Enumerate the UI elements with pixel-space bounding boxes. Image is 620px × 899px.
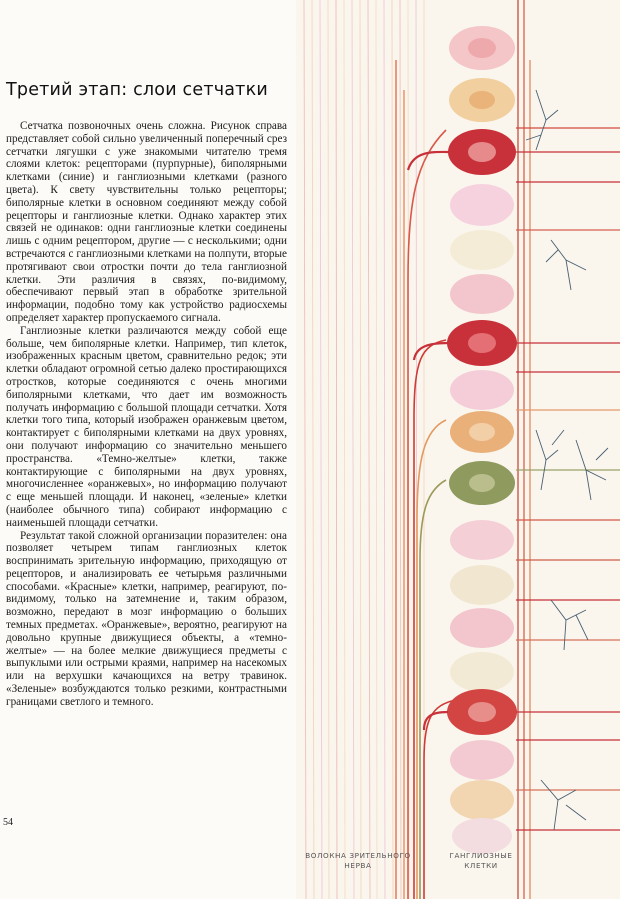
label-optic-nerve-fibers	[296, 851, 420, 871]
label-line: НЕРВА	[344, 861, 372, 870]
article-column	[0, 0, 296, 899]
paragraph: Ганглиозные клетки различаются между собой еще больше, чем биполярные клетки. Например, тип клеток, изображенных красным цветом, сравнительно редок; эти клетки обладают огромной сетью далеко простирающихся отростков, которые соединяются с очень многими биполярными клетками, что дает им возможность получать информацию с большой площади сетчатки. Хотя клетки того типа, который изображен оранжевым цветом, контактирует с биполярными клетками на двух уровнях, они получают информацию со значительно меньшего пространства. «Темно-желтые» клетки, также контактирующие с биполярными на двух уровнях, многочисленнее «оранжевых», но информацию получают с еще меньшей площади. И наконец, «зеленые» клетки (наиболее обычного типа) собирают информацию с наименьшей площади сетчатки.	[6, 324, 287, 529]
ganglion-cells-column	[447, 26, 517, 854]
dendrite-lines	[516, 0, 620, 899]
paragraph: Сетчатка позвоночных очень сложна. Рисунок справа представляет собой сильно увеличенный поперечный срез сетчатки лягушки с уже знакомыми читателю тремя слоями клеток: рецепторами (пурпурные), биполярными клетками (синие) и ганглиозными клетками (разного цвета). К свету чувствительны только рецепторы; биполярные клетки в основном соединяют между собой рецепторы и ганглиозные клетки. Однако характер этих связей не одинаков: одни ганглиозные клетки соединены лишь с одним рецептором, другие — с несколькими; одни встречаются с ганглиозными клетками на полпути, вторые протягивают свои отростки почти до тела ганглиозной клетки. Эти различия в связях, по-видимому, обеспечивают первый этап в обработке зрительной информации, подобно тому как устройство радиосхемы определяет характер пропускаемого сигнала.	[6, 120, 287, 324]
label-ganglion-cells	[441, 851, 521, 871]
label-line: ГАНГЛИОЗНЫЕ	[449, 851, 513, 860]
label-line: КЛЕТКИ	[464, 861, 498, 870]
label-line: ВОЛОКНА ЗРИТЕЛЬНОГО	[305, 851, 411, 860]
retina-illustration	[296, 0, 620, 899]
bipolar-branches	[526, 90, 608, 830]
retina-drawing	[296, 0, 620, 899]
article-body	[6, 120, 287, 709]
page-number: 54	[3, 817, 13, 828]
thin-nerve-fibers	[304, 0, 424, 899]
section-heading: Третий этап: слои сетчатки	[6, 80, 268, 100]
paragraph: Результат такой сложной организации поразителен: она позволяет четырем типам ганглиозных клеток воспринимать зрительную информацию, приходящую от рецепторов, и анализировать ее четырьмя различными способами. «Красные» клетки, например, реагируют, по-видимому, только на затемнение и, таким образом, возможно, передают в мозг информацию о больших темных предметах. «Оранжевые», вероятно, реагируют на довольно крупные движущиеся объекты, а «темно-желтые» — на более мелкие движущиеся предметы с выпуклыми или острыми краями, например на насекомых или на верхушки качающихся на ветру травинок. «Зеленые» возбуждаются только резкими, контрастными границами светлого и темного.	[6, 529, 287, 708]
optic-nerve-fibers	[396, 60, 456, 899]
